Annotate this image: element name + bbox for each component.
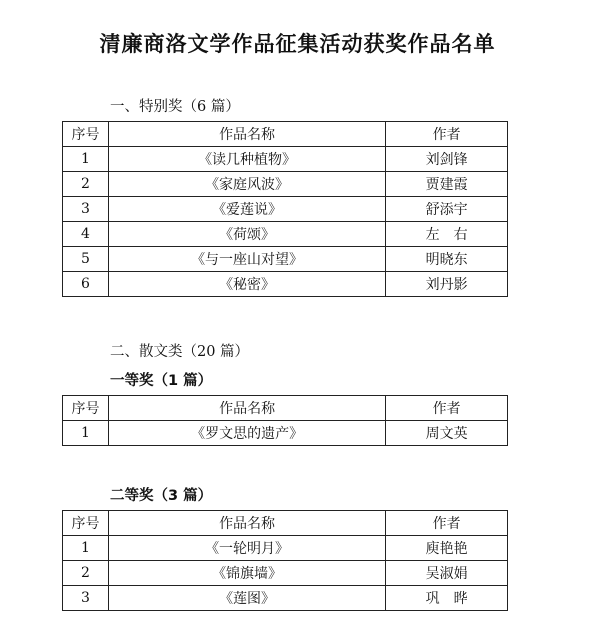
row-index: 2 [63,561,109,586]
row-author: 左 右 [386,222,508,247]
table-row [63,172,508,197]
header-title: 作品名称 [108,122,385,147]
row-author: 巩 晔 [386,586,508,611]
section-heading-prose: 二、散文类（20 篇） [110,344,250,360]
table-row [63,197,508,222]
header-index: 序号 [63,511,109,536]
table-row [63,222,508,247]
table-header-row [63,511,508,536]
table-row [63,247,508,272]
header-index: 序号 [63,396,109,421]
row-index: 4 [63,222,109,247]
row-author: 刘剑锋 [386,147,508,172]
row-title: 《莲图》 [108,586,385,611]
row-title: 《读几种植物》 [108,147,385,172]
row-index: 5 [63,247,109,272]
row-author: 周文英 [386,421,508,446]
header-author: 作者 [386,396,508,421]
row-title: 《锦旗墙》 [108,561,385,586]
prose-first-prize-table [62,395,508,446]
table-row [63,272,508,297]
row-title: 《荷颂》 [108,222,385,247]
special-award-table [62,121,508,297]
table-row [63,536,508,561]
table-header-row [63,122,508,147]
row-title: 《爱莲说》 [108,197,385,222]
table-row [63,421,508,446]
header-title: 作品名称 [108,396,385,421]
prose-second-prize-table [62,510,508,611]
table-row [63,147,508,172]
header-index: 序号 [63,122,109,147]
row-title: 《罗文思的遗产》 [108,421,385,446]
row-author: 吴淑娟 [386,561,508,586]
row-author: 舒添宇 [386,197,508,222]
row-author: 明晓东 [386,247,508,272]
row-index: 3 [63,586,109,611]
second-prize-heading: 二等奖（3 篇） [110,488,213,504]
table-row [63,561,508,586]
row-index: 1 [63,147,109,172]
header-author: 作者 [386,511,508,536]
row-index: 6 [63,272,109,297]
row-index: 1 [63,536,109,561]
row-title: 《与一座山对望》 [108,247,385,272]
row-title: 《家庭风波》 [108,172,385,197]
header-title: 作品名称 [108,511,385,536]
document-title: 清廉商洛文学作品征集活动获奖作品名单 [99,32,496,56]
header-author: 作者 [386,122,508,147]
row-title: 《一轮明月》 [108,536,385,561]
row-index: 1 [63,421,109,446]
row-author: 贾建霞 [386,172,508,197]
table-row [63,586,508,611]
row-index: 3 [63,197,109,222]
row-title: 《秘密》 [108,272,385,297]
section-heading-special-award: 一、特别奖（6 篇） [110,99,240,115]
first-prize-heading: 一等奖（1 篇） [110,373,213,389]
row-author: 刘丹影 [386,272,508,297]
row-index: 2 [63,172,109,197]
table-header-row [63,396,508,421]
row-author: 庾艳艳 [386,536,508,561]
